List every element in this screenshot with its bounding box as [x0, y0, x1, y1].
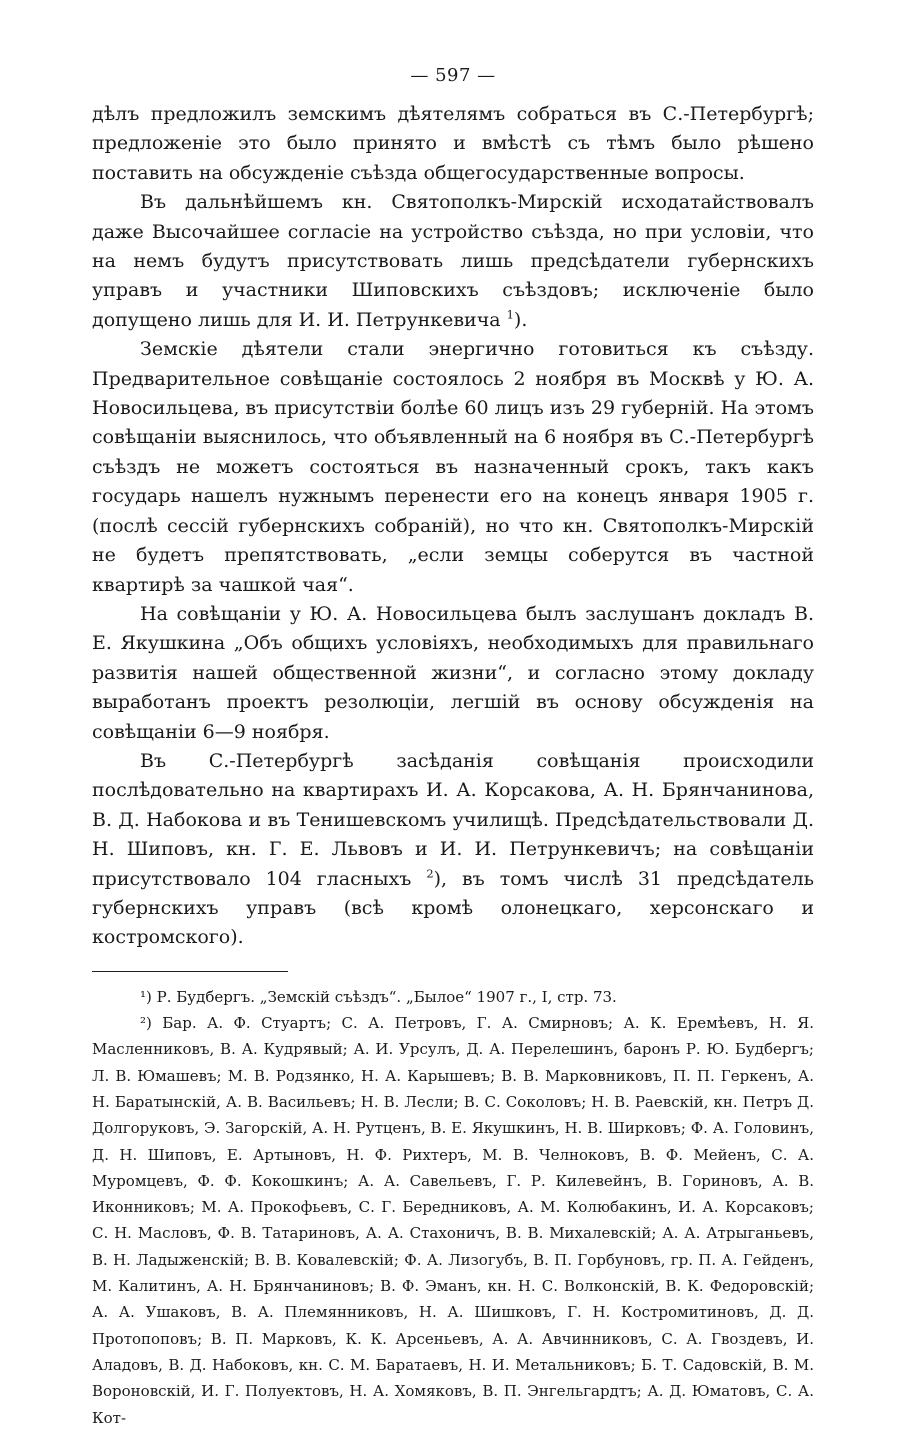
- footnote-ref-2: 2: [426, 866, 434, 881]
- paragraph-3-text: Земскіе дѣятели стали энергично готовиться къ съѣзду. Предварительное совѣщаніе состоялось 2 ноября въ Москвѣ у Ю. А. Новосильцева, въ присутствіи болѣе 60 лицъ изъ 29 губерній. На этомъ совѣщаніи выяснилось, что объявленный на 6 ноября въ С.-Петербургѣ съѣздъ не можетъ состояться въ назначенный срокъ, такъ какъ государь нашелъ нужнымъ перенести его на конецъ января 1905 г. (послѣ сессій губернскихъ собраній), но что кн. Святополкъ-Мирскій не будетъ препятствовать, „если земцы соберутся въ частной квартирѣ за чашкой чая“.: [92, 338, 814, 596]
- footnote-1-text: Р. Будбергъ. „Земскій съѣздъ“. „Былое“ 1907 г., I, стр. 73.: [151, 987, 617, 1006]
- paragraph-4: [92, 600, 814, 747]
- footnote-1-marker: ¹): [140, 987, 152, 1006]
- footnote-2-text: Бар. А. Ф. Стуартъ; С. А. Петровъ, Г. А. Смирновъ; А. К. Еремѣевъ, Н. Я. Масленниковъ, В. А. Кудрявый; А. И. Урсулъ, Д. А. Перелешинъ, баронъ Р. Ю. Будбергъ; Л. В. Юмашевъ; М. В. Родзянко, Н. А. Карышевъ; В. В. Марковниковъ, П. П. Геркенъ, А. Н. Баратынскій, А. В. Васильевъ; Н. В. Лесли; В. С. Соколовъ; Н. В. Раевскій, кн. Петръ Д. Долгоруковъ, Э. Загорскій, А. Н. Рутценъ, В. Е. Якушкинъ, Н. В. Ширковъ; Ф. А. Головинъ, Д. Н. Шиповъ, Е. Артыновъ, Н. Ф. Рихтеръ, М. В. Челноковъ, В. Ф. Мейенъ, С. А. Муромцевъ, Ф. Ф. Кокошкинъ; А. А. Савельевъ, Г. Р. Килевейнъ, В. Гориновъ, А. В. Иконниковъ; М. А. Прокофьевъ, С. Г. Бередниковъ, А. М. Колюбакинъ, И. А. Корсаковъ; С. Н. Масловъ, Ф. В. Татариновъ, А. А. Стахоничъ, В. В. Михалевскій; А. А. Атрыганьевъ, В. Н. Ладыженскій; В. В. Ковалевскій; Ф. А. Лизогубъ, В. П. Горбуновъ, гр. П. А. Гейденъ, М. Калитинъ, А. Н. Брянчаниновъ; В. Ф. Эманъ, кн. Н. С. Волконскій, В. К. Федоровскій; А. А. Ушаковъ, В. А. Племянниковъ, Н. А. Шишковъ, Г. Н. Костромитиновъ, Д. Д. Протопоповъ; В. П. Марковъ, К. К. Арсеньевъ, А. А. Авчинниковъ, С. А. Гвоздевъ, И. Аладовъ, В. Д. Набоковъ, кн. С. М. Баратаевъ, Н. И. Метальниковъ; Б. Т. Садовскій, В. М. Вороновскій, И. Г. Полуектовъ, Н. А. Хомяковъ, В. П. Энгельгардтъ; А. Д. Юматовъ, С. А. Кот-: [92, 1014, 814, 1427]
- footnote-2-marker: ²): [140, 1014, 152, 1033]
- paragraph-5: [92, 747, 814, 953]
- footnote-2: [92, 1010, 814, 1431]
- paragraph-1: [92, 100, 814, 188]
- footnotes: [92, 984, 814, 1431]
- paragraph-1-text: дѣлъ предложилъ земскимъ дѣятелямъ собраться въ С.-Петербургѣ; предложеніе это было принято и вмѣстѣ съ тѣмъ было рѣшено поставить на обсужденіе съѣзда общегосударственные вопросы.: [92, 103, 814, 184]
- paragraph-5-tail: ), въ томъ числѣ 31 предсѣдатель губернскихъ управъ (всѣ кромѣ олонецкаго, херсонскаго и костромского).: [92, 867, 815, 949]
- page-number: — 597 —: [410, 65, 496, 86]
- paragraph-2-tail: ).: [513, 308, 528, 331]
- footnote-divider: [92, 971, 288, 972]
- footnote-1: [92, 984, 814, 1010]
- footnote-ref-1: 1: [506, 307, 514, 322]
- paragraph-2-text: Въ дальнѣйшемъ кн. Святополкъ-Мирскій исходатайствовалъ даже Высочайшее согласіе на устройство съѣзда, но при условіи, что на немъ будутъ присутствовать лишь предсѣдатели губернскихъ управъ и участники Шиповскихъ съѣздовъ; исключеніе было допущено лишь для И. И. Петрункевича: [92, 191, 814, 331]
- main-text: [92, 100, 814, 953]
- document-page: [92, 64, 814, 1431]
- paragraph-2: [92, 188, 814, 335]
- paragraph-4-text: На совѣщаніи у Ю. А. Новосильцева былъ заслушанъ докладъ В. Е. Якушкина „Объ общихъ условіяхъ, необходимыхъ для правильнаго развитія нашей общественной жизни“, и согласно этому докладу выработанъ проектъ резолюціи, легшій въ основу обсужденія на совѣщаніи 6—9 ноября.: [92, 602, 814, 743]
- paragraph-3: [92, 335, 814, 600]
- paragraph-5-text: Въ С.-Петербургѣ засѣданія совѣщанія происходили послѣдовательно на квартирахъ И. А. Корсакова, А. Н. Брянчанинова, В. Д. Набокова и въ Тенишевскомъ училищѣ. Предсѣдательствовали Д. Н. Шиповъ, кн. Г. Е. Львовъ и И. И. Петрункевичъ; на совѣщаніи присутствовало 104 гласныхъ: [92, 749, 814, 890]
